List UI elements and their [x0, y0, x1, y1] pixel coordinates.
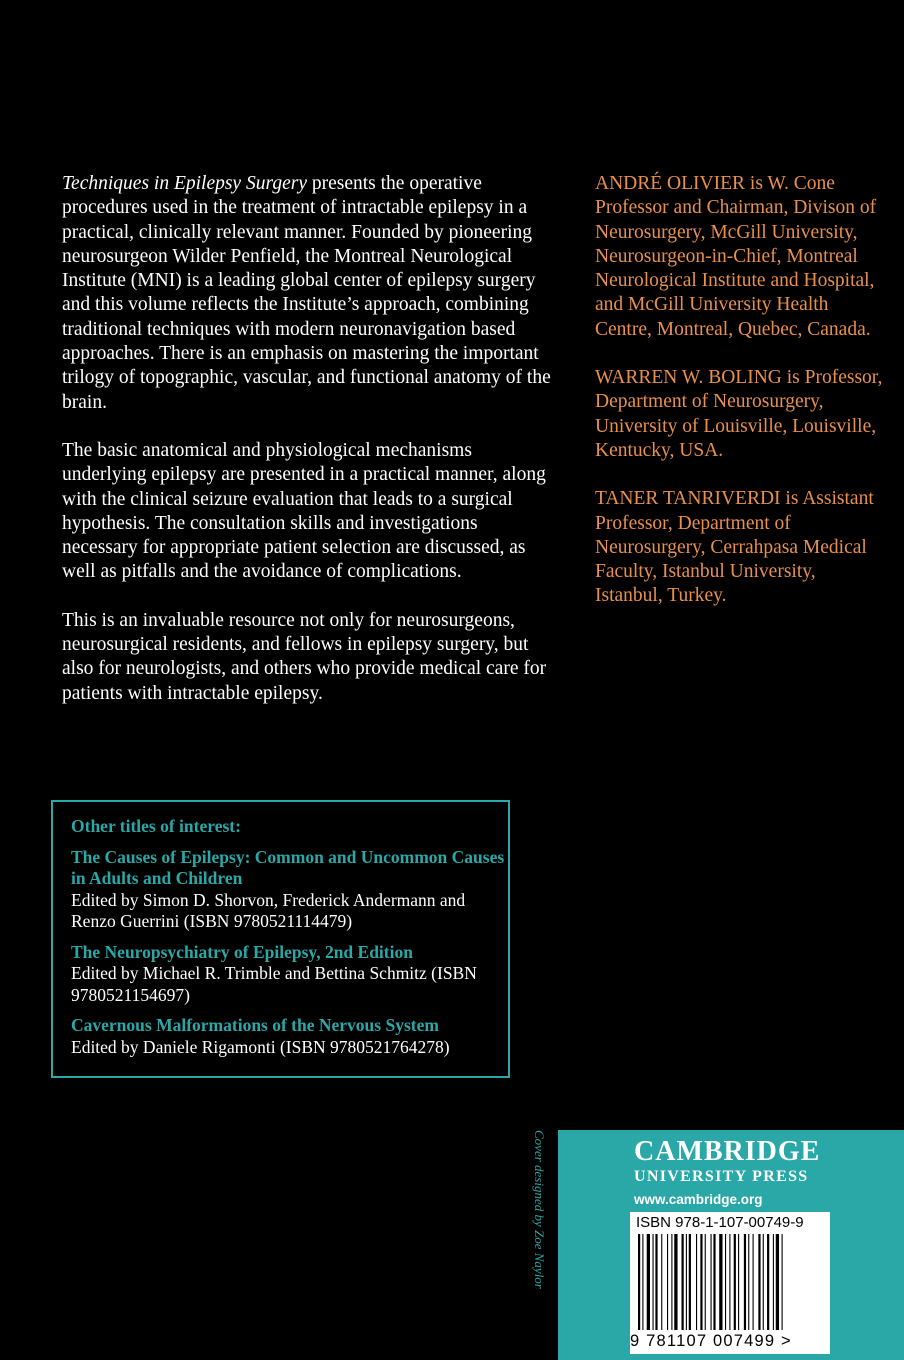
other-titles-box	[51, 800, 510, 1078]
barcode-digits: 9 781107 007499 >	[630, 1332, 792, 1350]
other-title-details: Edited by Michael R. Trimble and Bettina Schmitz (ISBN 9780521154697)	[71, 963, 477, 1005]
author-bio-olivier: ANDRÉ OLIVIER is W. Cone Professor and Chairman, Divison of Neurosurgery, McGill University, Neurosurgeon-in-Chief, Montreal Neurological Institute and Hospital, and McGill University Health Centre, Montreal, Quebec, Canada.	[595, 173, 877, 340]
barcode-icon	[638, 1234, 822, 1330]
publisher-name: CAMBRIDGE	[634, 1136, 821, 1167]
publisher-subname: UNIVERSITY PRESS	[634, 1168, 809, 1185]
other-title-details: Edited by Daniele Rigamonti (ISBN 9780521764278)	[71, 1036, 450, 1057]
publisher-url: www.cambridge.org	[634, 1192, 763, 1207]
description-paragraph-1	[62, 172, 552, 415]
other-title-item	[71, 942, 508, 1007]
other-title-name: Cavernous Malformations of the Nervous System	[71, 1015, 439, 1035]
author-bios	[595, 172, 885, 633]
publisher-panel	[558, 1130, 904, 1360]
description-paragraph-2: The basic anatomical and physiological mechanisms underlying epilepsy are presented in a practical manner, along with the clinical seizure evaluation that leads to a surgical hypothesis. The consultation skills and investigations necessary for appropriate patient selection are discussed, as well as pitfalls and the avoidance of complications.	[62, 439, 546, 583]
other-title-item	[71, 1015, 508, 1058]
other-title-item	[71, 847, 508, 933]
book-title-italic: Techniques in Epilepsy Surgery	[62, 173, 307, 194]
isbn-label: ISBN 978-1-107-00749-9	[636, 1214, 804, 1231]
isbn-barcode	[630, 1212, 830, 1354]
description-paragraph-3: This is an invaluable resource not only for neurosurgeons, neurosurgical residents, and fellows in epilepsy surgery, but also for neurologists, and others who provide medical care for patients with intractable epilepsy.	[62, 609, 547, 704]
other-title-name: The Causes of Epilepsy: Common and Uncommon Causes in Adults and Children	[71, 846, 505, 888]
other-title-details: Edited by Simon D. Shorvon, Frederick Andermann and Renzo Guerrini (ISBN 9780521114479)	[71, 889, 466, 931]
other-titles-heading: Other titles of interest:	[71, 816, 241, 836]
book-description	[62, 172, 552, 730]
description-paragraph-1-text: presents the operative procedures used in the treatment of intractable epilepsy in a practical, clinically relevant manner. Founded by pioneering neurosurgeon Wilder Penfield, the Montreal Neurological Institute (MNI) is a leading global center of epilepsy surgery and this volume reflects the Institute’s approach, combining traditional techniques with modern neuronavigation based approaches. There is an emphasis on mastering the important trilogy of topographic, vascular, and functional anatomy of the brain.	[62, 173, 551, 413]
other-title-name: The Neuropsychiatry of Epilepsy, 2nd Edition	[71, 941, 413, 962]
cover-designer-credit: Cover designed by Zoe Naylor	[532, 1130, 547, 1289]
author-bio-tanriverdi: TANER TANRIVERDI is Assistant Professor, Department of Neurosurgery, Cerrahpasa Medical Faculty, Istanbul University, Istanbul, Turkey.	[595, 488, 874, 607]
author-bio-boling: WARREN W. BOLING is Professor, Department of Neurosurgery, University of Louisville, Louisville, Kentucky, USA.	[595, 367, 883, 461]
